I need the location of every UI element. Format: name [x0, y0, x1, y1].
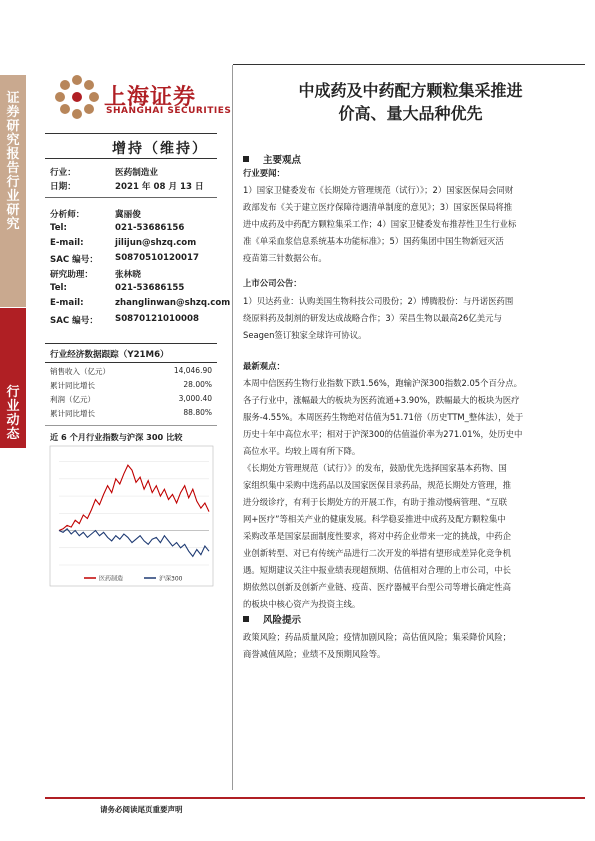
report-title-line1: 中成药及中药配方颗粒集采推进 — [298, 81, 523, 100]
analyst-name: 冀丽俊 — [115, 210, 141, 220]
industry-news-line: 政部发布《关于建立医疗保障待遇清单制度的意见》；3）国家医保局将推 — [243, 202, 513, 212]
section-bullet-icon — [243, 156, 249, 162]
latest-view-line: 《长期处方管理规范（试行）》的发布，鼓励优先选择国家基本药物、国 — [243, 463, 507, 473]
company-news-label: 上市公司公告： — [243, 278, 302, 288]
risk-section-heading: 风险提示 — [243, 612, 301, 626]
company-news-text — [243, 293, 581, 344]
latest-view-line: 期依然以创新及创新产业链、疫苗、医疗器械平台型公司等增长确定性高 — [243, 582, 511, 592]
industry-label: 行业： — [50, 168, 76, 178]
tracking-row — [50, 408, 212, 422]
risk-line: 政策风险；药品质量风险；疫情加剧风险；高估值风险；集采降价风险； — [243, 632, 511, 642]
industry-news-line: 准《单采血浆信息系统基本功能标准》；5）国药集团中国生物新冠灭活 — [243, 236, 504, 246]
tracking-row-value: 88.80% — [183, 408, 212, 417]
industry-news-line: 进中成药及中药配方颗粒集采工作；4）国家卫健委发布推荐性卫生行业标 — [243, 219, 517, 229]
rating-top-rule — [45, 133, 217, 134]
logo-text-cn: 上海证券 — [104, 85, 197, 110]
tracking-row — [50, 394, 212, 408]
tracking-title: 行业经济数据跟踪（Y21M6） — [50, 350, 169, 360]
analyst-email[interactable]: jilijun@shzq.com — [115, 238, 197, 248]
latest-view-line: 的板块中核心资产为投资主线。 — [243, 599, 361, 609]
header-rule — [233, 64, 585, 65]
assistant-email-label: E-mail: — [50, 298, 84, 308]
tracking-row-label: 累计同比增长 — [50, 381, 95, 390]
assistant-tel: 021-53686155 — [115, 283, 185, 293]
tracking-row-value: 3,000.40 — [178, 394, 212, 403]
tracking-header-rule — [45, 362, 217, 363]
latest-view-line: 业创新转型、对已有传统产品进行二次开发的举措有望形成差异化竞争机 — [243, 548, 511, 558]
company-news-line: 绕原料药及制剂的研发达成战略合作；3）荣昌生物以最高26亿美元与 — [243, 313, 502, 323]
analyst-sac: S0870510120017 — [115, 253, 199, 263]
analyst-email-label: E-mail: — [50, 238, 84, 248]
industry-news-text — [243, 182, 581, 267]
chart-title: 近 6 个月行业指数与沪深 300 比较 — [50, 432, 183, 442]
latest-view-line: 本周中信医药生物行业指数下跌1.56%，跑输沪深300指数2.05个百分点。 — [243, 378, 522, 388]
industry-news-line: 疫苗第三针数据公布。 — [243, 253, 327, 263]
tracking-row-value: 28.00% — [183, 380, 212, 389]
logo-text-en: SHANGHAI SECURITIES — [106, 106, 232, 116]
assistant-tel-label: Tel: — [50, 283, 67, 293]
industry-news-line: 1）国家卫健委发布《长期处方管理规范（试行）》；2）国家医保局会同财 — [243, 185, 514, 195]
tracking-row — [50, 380, 212, 394]
latest-view-line: 高位水平。均较上周有所下降。 — [243, 446, 361, 456]
sidebar-top-label: 证券研究报告 行业研究 — [6, 91, 20, 232]
latest-view-line: 服务-4.55%。本周医药生物绝对估值为51.71倍（历史TTM_整体法），处于 — [243, 412, 524, 422]
chart-legend-label: 医药制造 — [99, 575, 124, 583]
tracking-row-label: 累计同比增长 — [50, 409, 95, 418]
assistant-label: 研究助理： — [50, 270, 93, 280]
industry-value: 医药制造业 — [115, 168, 158, 178]
assistant-sac-label: SAC 编号： — [50, 316, 98, 326]
latest-view-line: 各子行业中，涨幅最大的板块为医药流通+3.90%，跌幅最大的板块为医疗 — [243, 395, 520, 405]
latest-view-line: 网+医疗”等相关产业的健康发展。科学稳妥推进中成药及配方颗粒集中 — [243, 514, 506, 524]
risk-line: 商誉减值风险；业绩不及预期风险等。 — [243, 649, 386, 659]
analyst-tel-label: Tel: — [50, 223, 67, 233]
rating: 增持（维持） — [112, 141, 208, 157]
chart-series-line — [59, 529, 209, 557]
date-value: 2021 年 08 月 13 日 — [115, 182, 204, 192]
latest-view-line: 家组织集中采购中选药品以及国家医保目录药品，规范长期处方管理，推 — [243, 480, 511, 490]
column-divider — [232, 65, 233, 790]
index-comparison-chart — [49, 445, 214, 587]
assistant-name: 张林晓 — [115, 270, 141, 280]
date-label: 日期： — [50, 182, 76, 192]
industry-news-label: 行业要闻： — [243, 168, 285, 178]
tracking-bottom-rule — [45, 425, 217, 426]
assistant-sac: S0870121010008 — [115, 314, 199, 324]
section-bullet-icon — [243, 616, 249, 622]
main-section-heading: 主要观点 — [243, 152, 301, 166]
latest-view-label: 最新观点： — [243, 361, 285, 371]
latest-view-line: 遇。短期建议关注中报业绩表现超预期、估值相对合理的上市公司，中长 — [243, 565, 511, 575]
analyst-sac-label: SAC 编号： — [50, 255, 98, 265]
analyst-tel: 021-53686156 — [115, 223, 185, 233]
assistant-email[interactable]: zhanglinwan@shzq.com — [115, 298, 231, 308]
latest-view-text — [243, 375, 581, 613]
company-logo-icon — [54, 74, 100, 120]
tracking-row-label: 销售收入（亿元） — [50, 367, 110, 376]
tracking-top-rule — [45, 343, 217, 344]
chart-legend-label: 沪深300 — [159, 575, 183, 583]
chart-series-line — [59, 465, 209, 530]
latest-view-line: 历史十年中高位水平；相对于沪深300的估值溢价率为271.01%，处历史中 — [243, 429, 523, 439]
disclaimer-notice[interactable]: 请务必阅读尾页重要声明 — [100, 805, 183, 814]
company-news-line: Seagen签订独家全球许可协议。 — [243, 330, 367, 340]
footer-rule — [45, 797, 585, 799]
report-title-line2: 价高、量大品种优先 — [338, 104, 483, 123]
tracking-row-label: 利润（亿元） — [50, 395, 95, 404]
tracking-row — [50, 366, 212, 380]
sidebar-bottom-label: 行业动态 — [6, 385, 20, 442]
risk-text — [243, 629, 581, 663]
meta-rule — [45, 197, 217, 198]
company-news-line: 1）贝达药业：认购美国生物科技公司股份；2）博腾股份：与丹诺医药围 — [243, 296, 514, 306]
tracking-row-value: 14,046.90 — [173, 366, 212, 375]
analyst-label: 分析师： — [50, 210, 85, 220]
latest-view-line: 进分级诊疗，有利于长期处方的开展工作，有助于推动慢病管理、“互联 — [243, 497, 507, 507]
rating-bottom-rule — [45, 158, 217, 159]
latest-view-line: 采购改革是国家层面制度性要求，将对中药企业带来一定的挑战，中药企 — [243, 531, 511, 541]
